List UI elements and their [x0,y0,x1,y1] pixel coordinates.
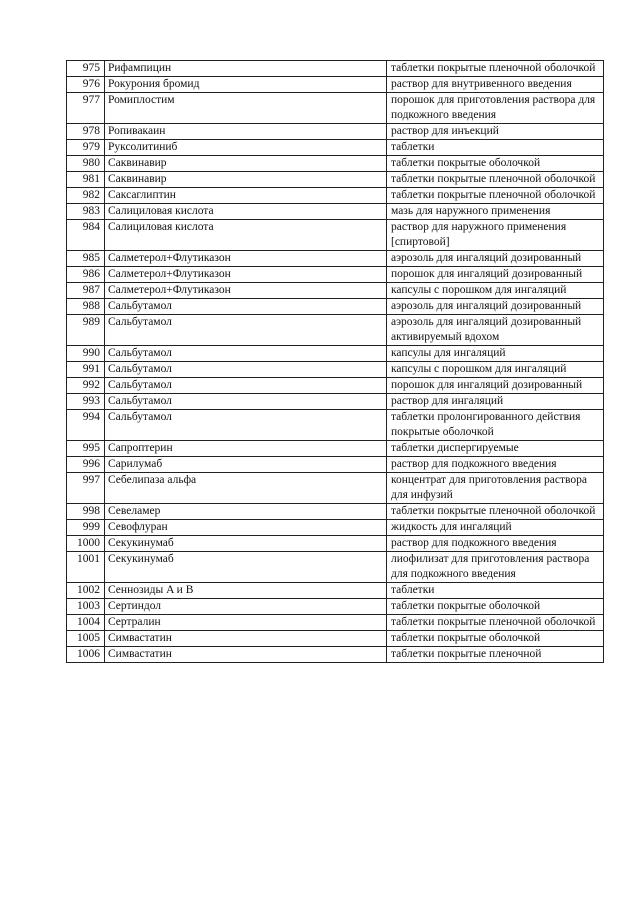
table-row [67,220,604,251]
drug-name-cell: Сальбутамол [105,410,387,441]
drug-name-cell: Сеннозиды A и B [105,583,387,599]
dosage-form-cell: таблетки покрытые оболочкой [387,599,604,615]
table-row [67,457,604,473]
drug-name-cell: Сертралин [105,615,387,631]
drug-name-cell: Сальбутамол [105,346,387,362]
dosage-form-cell: раствор для подкожного введения [387,457,604,473]
table-row [67,61,604,77]
row-number-cell: 991 [67,362,105,378]
row-number-cell: 978 [67,124,105,140]
drug-name-cell: Салметерол+Флутиказон [105,251,387,267]
drug-name-cell: Руксолитиниб [105,140,387,156]
dosage-form-cell: раствор для подкожного введения [387,536,604,552]
row-number-cell: 981 [67,172,105,188]
row-number-cell: 975 [67,61,105,77]
table-row [67,172,604,188]
dosage-form-cell: капсулы с порошком для ингаляций [387,362,604,378]
table-row [67,77,604,93]
table-row [67,552,604,583]
row-number-cell: 998 [67,504,105,520]
row-number-cell: 990 [67,346,105,362]
dosage-form-cell: таблетки покрытые пленочной оболочкой [387,615,604,631]
drug-name-cell: Сальбутамол [105,315,387,346]
drug-name-cell: Рифампицин [105,61,387,77]
row-number-cell: 996 [67,457,105,473]
dosage-form-cell: концентрат для приготовления раствора для инфузий [387,473,604,504]
dosage-form-cell: порошок для ингаляций дозированный [387,378,604,394]
table-row [67,188,604,204]
dosage-form-cell: таблетки покрытые пленочной оболочкой [387,188,604,204]
drug-name-cell: Саксаглиптин [105,188,387,204]
table-row [67,631,604,647]
table-row [67,394,604,410]
table-row [67,536,604,552]
table-row [67,504,604,520]
table-row [67,251,604,267]
dosage-form-cell: жидкость для ингаляций [387,520,604,536]
row-number-cell: 985 [67,251,105,267]
table-row [67,615,604,631]
drug-name-cell: Сертиндол [105,599,387,615]
row-number-cell: 1002 [67,583,105,599]
row-number-cell: 1001 [67,552,105,583]
row-number-cell: 984 [67,220,105,251]
dosage-form-cell: аэрозоль для ингаляций дозированный [387,299,604,315]
dosage-form-cell: таблетки покрытые оболочкой [387,156,604,172]
table-row [67,473,604,504]
table-row [67,93,604,124]
drug-name-cell: Себелипаза альфа [105,473,387,504]
dosage-form-cell: лиофилизат для приготовления раствора для подкожного введения [387,552,604,583]
row-number-cell: 995 [67,441,105,457]
row-number-cell: 993 [67,394,105,410]
row-number-cell: 982 [67,188,105,204]
dosage-form-cell: капсулы для ингаляций [387,346,604,362]
table-row [67,346,604,362]
dosage-form-cell: капсулы с порошком для ингаляций [387,283,604,299]
table-row [67,124,604,140]
drug-name-cell: Сарилумаб [105,457,387,473]
row-number-cell: 983 [67,204,105,220]
table-row [67,299,604,315]
table-row [67,283,604,299]
dosage-form-cell: таблетки диспергируемые [387,441,604,457]
drug-name-cell: Секукинумаб [105,536,387,552]
table-row [67,378,604,394]
dosage-form-cell: раствор для наружного применения [спиртовой] [387,220,604,251]
dosage-form-cell: порошок для ингаляций дозированный [387,267,604,283]
drug-name-cell: Саквинавир [105,172,387,188]
drug-name-cell: Секукинумаб [105,552,387,583]
drug-name-cell: Салициловая кислота [105,220,387,251]
drug-table-body [67,61,604,663]
table-row [67,156,604,172]
drug-name-cell: Сальбутамол [105,394,387,410]
row-number-cell: 986 [67,267,105,283]
dosage-form-cell: раствор для внутривенного введения [387,77,604,93]
drug-name-cell: Салметерол+Флутиказон [105,283,387,299]
row-number-cell: 980 [67,156,105,172]
row-number-cell: 1003 [67,599,105,615]
row-number-cell: 979 [67,140,105,156]
row-number-cell: 988 [67,299,105,315]
table-row [67,599,604,615]
drug-name-cell: Салициловая кислота [105,204,387,220]
row-number-cell: 1005 [67,631,105,647]
table-row [67,267,604,283]
table-row [67,583,604,599]
drug-name-cell: Ромиплостим [105,93,387,124]
row-number-cell: 977 [67,93,105,124]
table-row [67,441,604,457]
table-row [67,647,604,663]
drug-table [66,60,604,663]
dosage-form-cell: раствор для инъекций [387,124,604,140]
dosage-form-cell: таблетки [387,140,604,156]
dosage-form-cell: аэрозоль для ингаляций дозированный [387,251,604,267]
row-number-cell: 1006 [67,647,105,663]
dosage-form-cell: таблетки пролонгированного действия покрытые оболочкой [387,410,604,441]
dosage-form-cell: таблетки [387,583,604,599]
row-number-cell: 976 [67,77,105,93]
drug-name-cell: Симвастатин [105,647,387,663]
table-row [67,520,604,536]
drug-name-cell: Симвастатин [105,631,387,647]
drug-name-cell: Севеламер [105,504,387,520]
drug-name-cell: Саквинавир [105,156,387,172]
row-number-cell: 987 [67,283,105,299]
table-row [67,315,604,346]
dosage-form-cell: таблетки покрытые пленочной оболочкой [387,61,604,77]
dosage-form-cell: таблетки покрытые пленочной [387,647,604,663]
row-number-cell: 992 [67,378,105,394]
drug-name-cell: Сальбутамол [105,299,387,315]
dosage-form-cell: таблетки покрытые пленочной оболочкой [387,504,604,520]
row-number-cell: 1000 [67,536,105,552]
row-number-cell: 1004 [67,615,105,631]
drug-name-cell: Рокурония бромид [105,77,387,93]
drug-name-cell: Ропивакаин [105,124,387,140]
drug-name-cell: Севофлуран [105,520,387,536]
dosage-form-cell: порошок для приготовления раствора для подкожного введения [387,93,604,124]
row-number-cell: 997 [67,473,105,504]
table-row [67,204,604,220]
dosage-form-cell: мазь для наружного применения [387,204,604,220]
table-row [67,140,604,156]
dosage-form-cell: таблетки покрытые оболочкой [387,631,604,647]
table-row [67,410,604,441]
dosage-form-cell: таблетки покрытые пленочной оболочкой [387,172,604,188]
drug-name-cell: Сальбутамол [105,362,387,378]
table-row [67,362,604,378]
row-number-cell: 994 [67,410,105,441]
drug-name-cell: Сальбутамол [105,378,387,394]
row-number-cell: 989 [67,315,105,346]
dosage-form-cell: раствор для ингаляций [387,394,604,410]
dosage-form-cell: аэрозоль для ингаляций дозированный активируемый вдохом [387,315,604,346]
row-number-cell: 999 [67,520,105,536]
drug-name-cell: Салметерол+Флутиказон [105,267,387,283]
drug-name-cell: Сапроптерин [105,441,387,457]
